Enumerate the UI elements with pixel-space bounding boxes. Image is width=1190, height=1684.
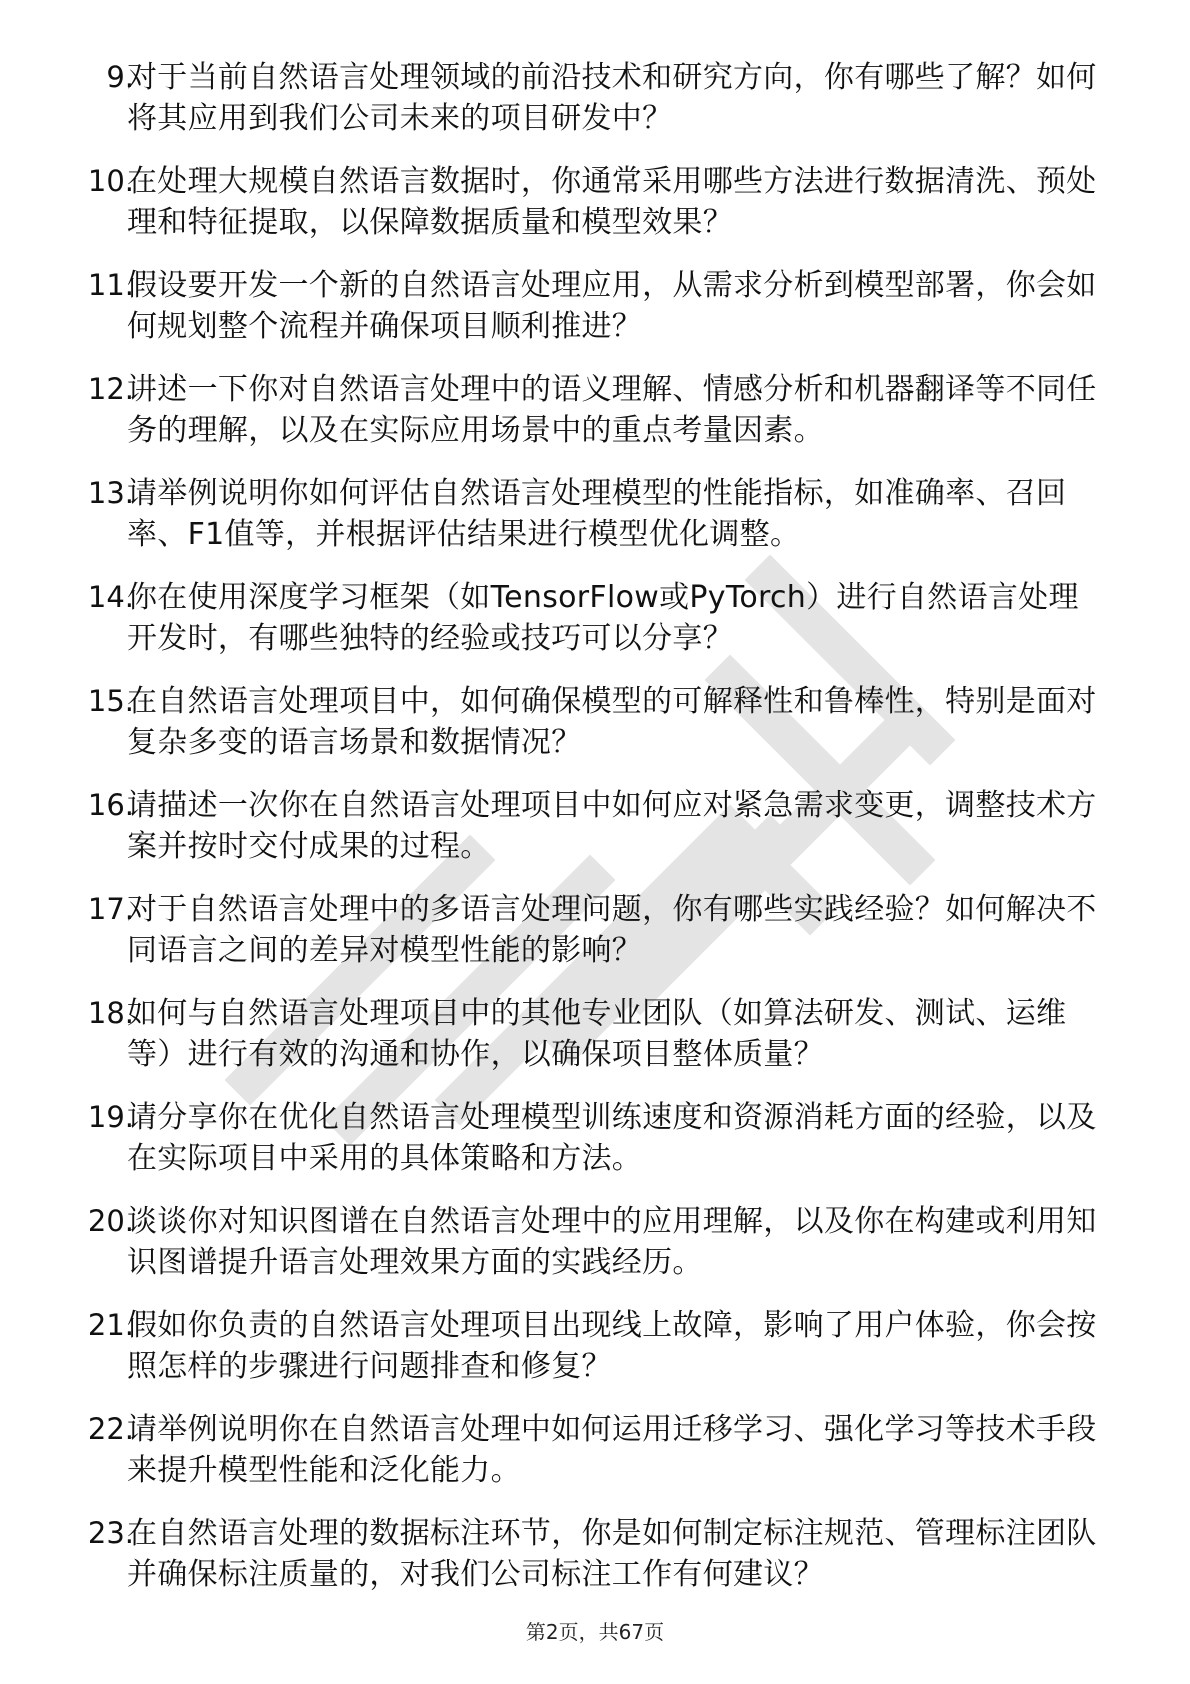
- question-text: 假如你负责的自然语言处理项目出现线上故障，影响了用户体验，你会按照怎样的步骤进行问题排查和修复？: [127, 1308, 1097, 1384]
- question-text: 请举例说明你如何评估自然语言处理模型的性能指标，如准确率、召回率、F1值等，并根据评估结果进行模型优化调整。: [127, 476, 1067, 552]
- question-number: 19.: [87, 1100, 134, 1134]
- question-text: 请描述一次你在自然语言处理项目中如何应对紧急需求变更，调整技术方案并按时交付成果的过程。: [127, 788, 1097, 864]
- question-number: 16.: [87, 788, 134, 822]
- question-number: 13.: [87, 476, 134, 510]
- question-number: 21.: [87, 1308, 134, 1342]
- question-item: [0, 369, 1190, 473]
- question-text: 对于自然语言处理中的多语言处理问题，你有哪些实践经验？如何解决不同语言之间的差异对模型性能的影响？: [127, 892, 1097, 968]
- question-number: 14.: [87, 580, 134, 614]
- question-number: 20.: [87, 1204, 134, 1238]
- question-text: 请举例说明你在自然语言处理中如何运用迁移学习、强化学习等技术手段来提升模型性能和泛化能力。: [127, 1412, 1097, 1488]
- question-text: 请分享你在优化自然语言处理模型训练速度和资源消耗方面的经验，以及在实际项目中采用的具体策略和方法。: [127, 1100, 1097, 1176]
- question-item: [0, 1201, 1190, 1305]
- question-text: 在处理大规模自然语言数据时，你通常采用哪些方法进行数据清洗、预处理和特征提取，以保障数据质量和模型效果？: [127, 164, 1097, 240]
- question-number: 17.: [87, 892, 134, 926]
- question-text: 假设要开发一个新的自然语言处理应用，从需求分析到模型部署，你会如何规划整个流程并确保项目顺利推进？: [127, 268, 1097, 344]
- question-text: 在自然语言处理的数据标注环节，你是如何制定标注规范、管理标注团队并确保标注质量的，对我们公司标注工作有何建议？: [127, 1516, 1097, 1592]
- question-number: 10.: [87, 164, 134, 198]
- question-item: [0, 1305, 1190, 1409]
- question-list: [0, 57, 1190, 1617]
- question-text: 谈谈你对知识图谱在自然语言处理中的应用理解，以及你在构建或利用知识图谱提升语言处理效果方面的实践经历。: [127, 1204, 1097, 1280]
- question-text: 在自然语言处理项目中，如何确保模型的可解释性和鲁棒性，特别是面对复杂多变的语言场景和数据情况？: [127, 684, 1097, 760]
- question-item: [0, 265, 1190, 369]
- question-item: [0, 785, 1190, 889]
- question-item: [0, 1097, 1190, 1201]
- question-number: 18.: [87, 996, 134, 1030]
- question-number: 9.: [106, 60, 134, 94]
- question-item: [0, 1409, 1190, 1513]
- question-item: [0, 1513, 1190, 1617]
- question-item: [0, 161, 1190, 265]
- question-text: 如何与自然语言处理项目中的其他专业团队（如算法研发、测试、运维等）进行有效的沟通和协作，以确保项目整体质量？: [127, 996, 1067, 1072]
- question-item: [0, 889, 1190, 993]
- question-item: [0, 577, 1190, 681]
- question-item: [0, 681, 1190, 785]
- question-text: 讲述一下你对自然语言处理中的语义理解、情感分析和机器翻译等不同任务的理解，以及在实际应用场景中的重点考量因素。: [127, 372, 1097, 448]
- question-number: 15.: [87, 684, 134, 718]
- question-item: [0, 993, 1190, 1097]
- question-item: [0, 473, 1190, 577]
- question-item: [0, 57, 1190, 161]
- page-indicator: 第2页，共67页: [525, 1620, 665, 1644]
- question-number: 23.: [87, 1516, 134, 1550]
- question-number: 12.: [87, 372, 134, 406]
- question-text: 对于当前自然语言处理领域的前沿技术和研究方向，你有哪些了解？如何将其应用到我们公司未来的项目研发中？: [127, 60, 1097, 136]
- question-number: 11.: [87, 268, 134, 302]
- question-text: 你在使用深度学习框架（如TensorFlow或PyTorch）进行自然语言处理开发时，有哪些独特的经验或技巧可以分享？: [127, 580, 1079, 656]
- question-number: 22.: [87, 1412, 134, 1446]
